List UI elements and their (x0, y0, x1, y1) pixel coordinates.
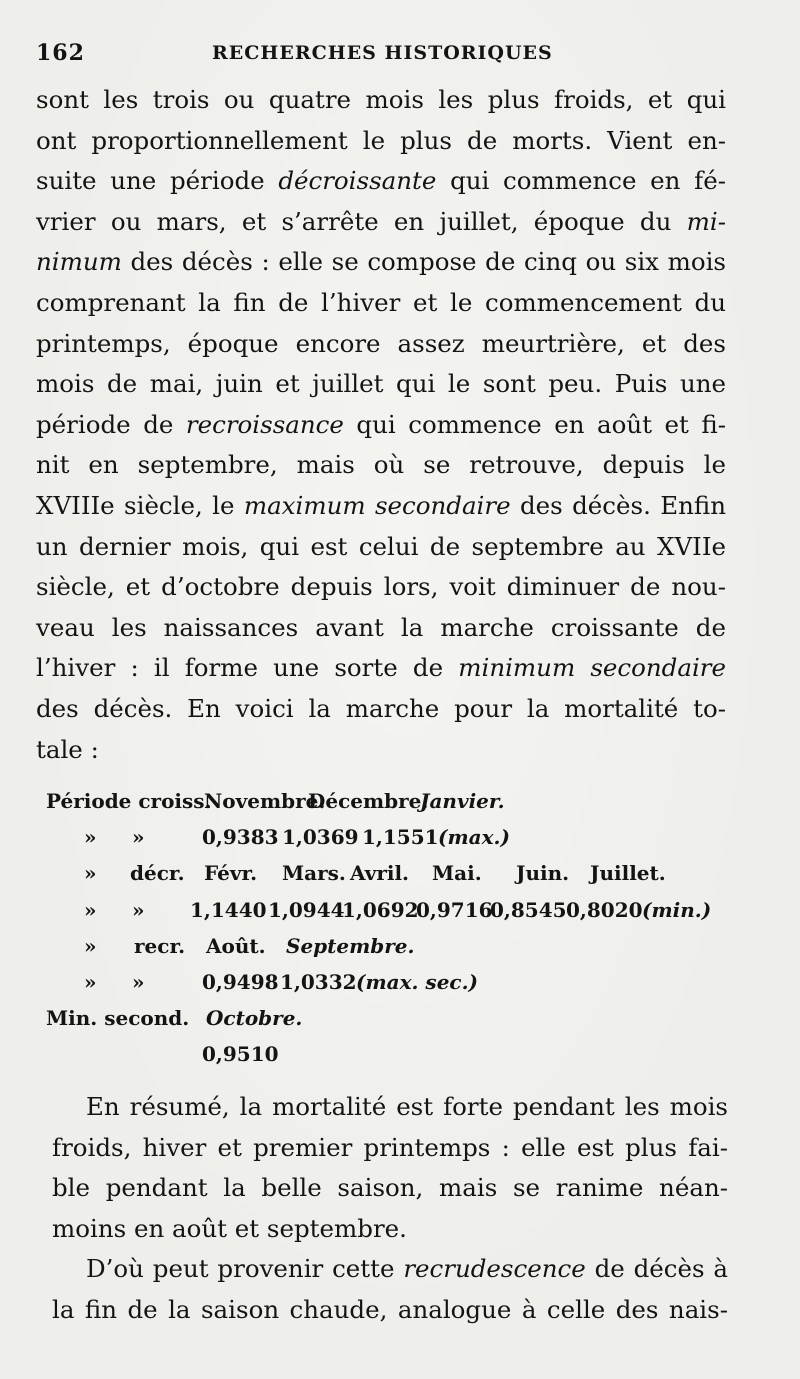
value-cell: 1,1551 (362, 825, 439, 850)
text-line: l’hiver : il forme une sorte de minimum secondaire (36, 653, 726, 683)
month-label: Févr. (204, 861, 258, 886)
text-line: printemps, époque encore assez meurtrière, et des (36, 328, 726, 358)
value-cell: 0,8545 (490, 897, 567, 922)
table-row (46, 783, 746, 819)
month-label: Avril. (350, 861, 410, 886)
month-label: Septembre. (286, 933, 415, 958)
value-note: (max. sec.) (356, 969, 479, 994)
page-header (36, 40, 736, 74)
table-row (46, 928, 746, 964)
month-label: Octobre. (206, 1006, 303, 1031)
value-cell: 1,0692 (342, 897, 419, 922)
month-label: Novembre. (204, 789, 326, 813)
italic-term: mi- (686, 206, 726, 236)
italic-term: maximum secondaire (243, 490, 511, 520)
month-label: Août. (206, 933, 266, 958)
table-row (46, 964, 746, 1000)
month-label: Mai. (432, 861, 482, 886)
text-line: froids, hiver et premier printemps : elle est plus fai- (52, 1132, 728, 1162)
text-line: sont les trois ou quatre mois les plus froids, et qui (36, 85, 726, 114)
text-line: nimum des décès : elle se compose de cinq ou six mois (36, 247, 726, 277)
text-line: D’où peut provenir cette recrudescence de décès à (86, 1254, 728, 1284)
ditto-mark: » (84, 861, 97, 886)
text-line: ont proportionnellement le plus de morts. Vient en- (36, 125, 726, 155)
ditto-mark: » (132, 897, 145, 922)
text-line: moins en août et septembre. (52, 1213, 407, 1243)
text-line: En résumé, la mortalité est forte pendant les mois (86, 1092, 728, 1121)
text-line: mois de mai, juin et juillet qui le sont peu. Puis une (36, 369, 726, 399)
paragraph-1 (36, 80, 726, 770)
value-cell: 0,9498 (202, 969, 279, 994)
text-line: la fin de la saison chaude, analogue à celle des nais- (52, 1294, 728, 1324)
mortality-table (46, 783, 746, 1073)
table-row (46, 819, 746, 855)
value-cell: 0,9383 (202, 825, 279, 850)
value-note: (max.) (438, 825, 510, 850)
text-line: nit en septembre, mais où se retrouve, depuis le (36, 450, 726, 480)
value-cell: 1,0332 (280, 969, 357, 994)
value-cell: 1,0369 (282, 825, 359, 850)
month-label: Juin. (516, 861, 570, 886)
table-row (46, 892, 746, 928)
italic-term: recroissance (185, 409, 344, 439)
text-line: un dernier mois, qui est celui de septembre au XVIIe (36, 531, 726, 561)
ditto-mark: » (132, 969, 145, 994)
value-cell: 1,1440 (190, 897, 267, 922)
ditto-mark: » (84, 897, 97, 922)
period-label: décr. (130, 861, 185, 886)
ditto-mark: » (132, 825, 145, 850)
value-cell: 0,9716 (416, 897, 493, 922)
month-label: Mars. (282, 861, 346, 886)
text-line: ble pendant la belle saison, mais se ranime néan- (52, 1173, 728, 1203)
value-cell: 1,0944 (268, 897, 345, 922)
text-line: vrier ou mars, et s’arrête en juillet, époque du mi- (36, 206, 726, 236)
value-note: (min.) (642, 897, 712, 922)
month-label: Décembre. (308, 789, 429, 813)
running-title: RECHERCHES HISTORIQUES (212, 42, 553, 64)
text-line: siècle, et d’octobre depuis lors, voit diminuer de nou- (36, 572, 726, 602)
text-line: comprenant la fin de l’hiver et le commencement du (36, 287, 726, 317)
period-label: recr. (134, 933, 186, 958)
month-label: Janvier. (420, 789, 505, 813)
page-number: 162 (36, 40, 85, 66)
text-line: XVIIIe siècle, le maximum secondaire des décès. Enfin (36, 490, 726, 520)
text-line: tale : (36, 734, 99, 764)
table-row (46, 855, 746, 891)
italic-term: minimum secondaire (458, 653, 726, 683)
table-row (46, 1036, 746, 1072)
month-label: Juillet. (590, 861, 666, 886)
text-line: veau les naissances avant la marche croissante de (36, 612, 726, 642)
value-cell: 0,8020 (566, 897, 643, 922)
table-row (46, 1000, 746, 1036)
italic-term: décroissante (278, 166, 437, 196)
period-label: Période croiss. (46, 789, 212, 813)
italic-term: nimum (36, 247, 122, 277)
text-line: période de recroissance qui commence en août et fi- (36, 409, 727, 439)
period-label: Min. second. (46, 1006, 190, 1031)
text-line: suite une période décroissante qui commence en fé- (36, 166, 726, 196)
ditto-mark: » (84, 825, 97, 850)
text-line: des décès. En voici la marche pour la mortalité to- (36, 693, 726, 723)
italic-term: recrudescence (403, 1254, 586, 1284)
ditto-mark: » (84, 969, 97, 994)
ditto-mark: » (84, 933, 97, 958)
paragraph-2 (52, 1087, 728, 1331)
value-cell: 0,9510 (202, 1042, 279, 1067)
